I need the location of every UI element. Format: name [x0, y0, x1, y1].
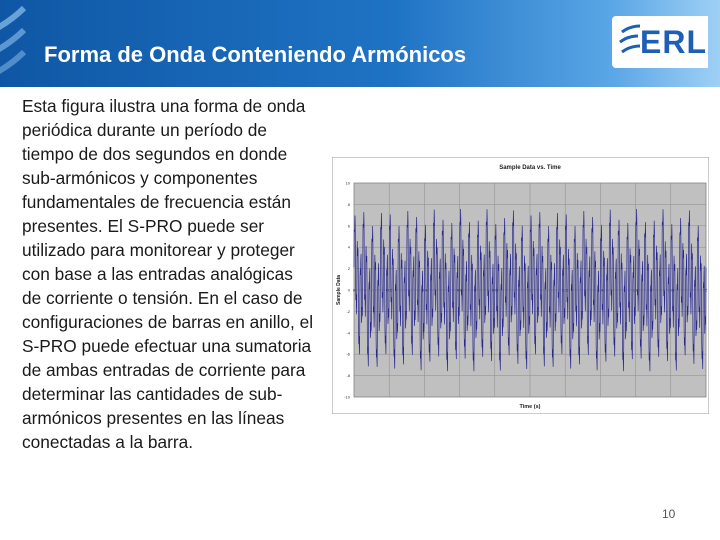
y-tick-label: 0 — [347, 287, 350, 293]
y-tick-label: 2 — [347, 266, 350, 272]
chart-title: Sample Data vs. Time — [499, 165, 561, 171]
x-tick-label: 0 — [352, 287, 356, 293]
y-tick-label: -10 — [344, 394, 350, 400]
slide-title: Forma de Onda Conteniendo Armónicos — [44, 42, 467, 67]
y-tick-label: -6 — [346, 351, 350, 357]
body-paragraph: Esta figura ilustra una forma de onda periódica durante un período de tiempo de dos segundos en donde sub-armónicos y componentes fundamentales de frecuencia están presentes. El S-PRO puede ser utilizado para monitorear y proteger con base a las entradas analógicas de corriente o tensión. En el caso de configuraciones de barras en anillo, el S-PRO puede efectuar una sumatoria de ambas entradas de corriente para determinar las cantidades de sub-armónicos presentes en las líneas conectadas a la barra. — [22, 96, 314, 452]
y-tick-label: -2 — [346, 308, 350, 314]
erl-logo — [612, 16, 708, 68]
y-tick-label: 8 — [347, 201, 350, 207]
page-number: 10 — [662, 507, 676, 521]
x-tick-label: 0.4 — [421, 287, 428, 293]
y-tick-label: -4 — [346, 330, 350, 336]
x-tick-label: 1.2 — [562, 287, 568, 293]
y-tick-label: 6 — [347, 223, 350, 229]
swirl-decoration-icon — [0, 0, 34, 87]
x-tick-label: 1.4 — [597, 287, 604, 293]
slide-header — [0, 0, 720, 87]
x-tick-label: 1 — [528, 287, 532, 293]
x-tick-label: 0.6 — [456, 287, 463, 293]
x-tick-label: 1.8 — [668, 287, 674, 293]
x-tick-label: 2 — [704, 287, 708, 293]
x-tick-label: 0.2 — [386, 287, 392, 293]
y-tick-label: -8 — [346, 373, 350, 379]
y-tick-label: 10 — [345, 180, 350, 186]
logo-text: ERL — [640, 24, 707, 60]
y-axis-label: Sample Data — [336, 274, 342, 306]
x-tick-label: 1.6 — [632, 287, 639, 293]
x-tick-label: 0.8 — [492, 287, 498, 293]
y-tick-label: 4 — [347, 244, 350, 250]
waveform-chart — [332, 157, 709, 414]
x-axis-label: Time (s) — [519, 404, 541, 410]
